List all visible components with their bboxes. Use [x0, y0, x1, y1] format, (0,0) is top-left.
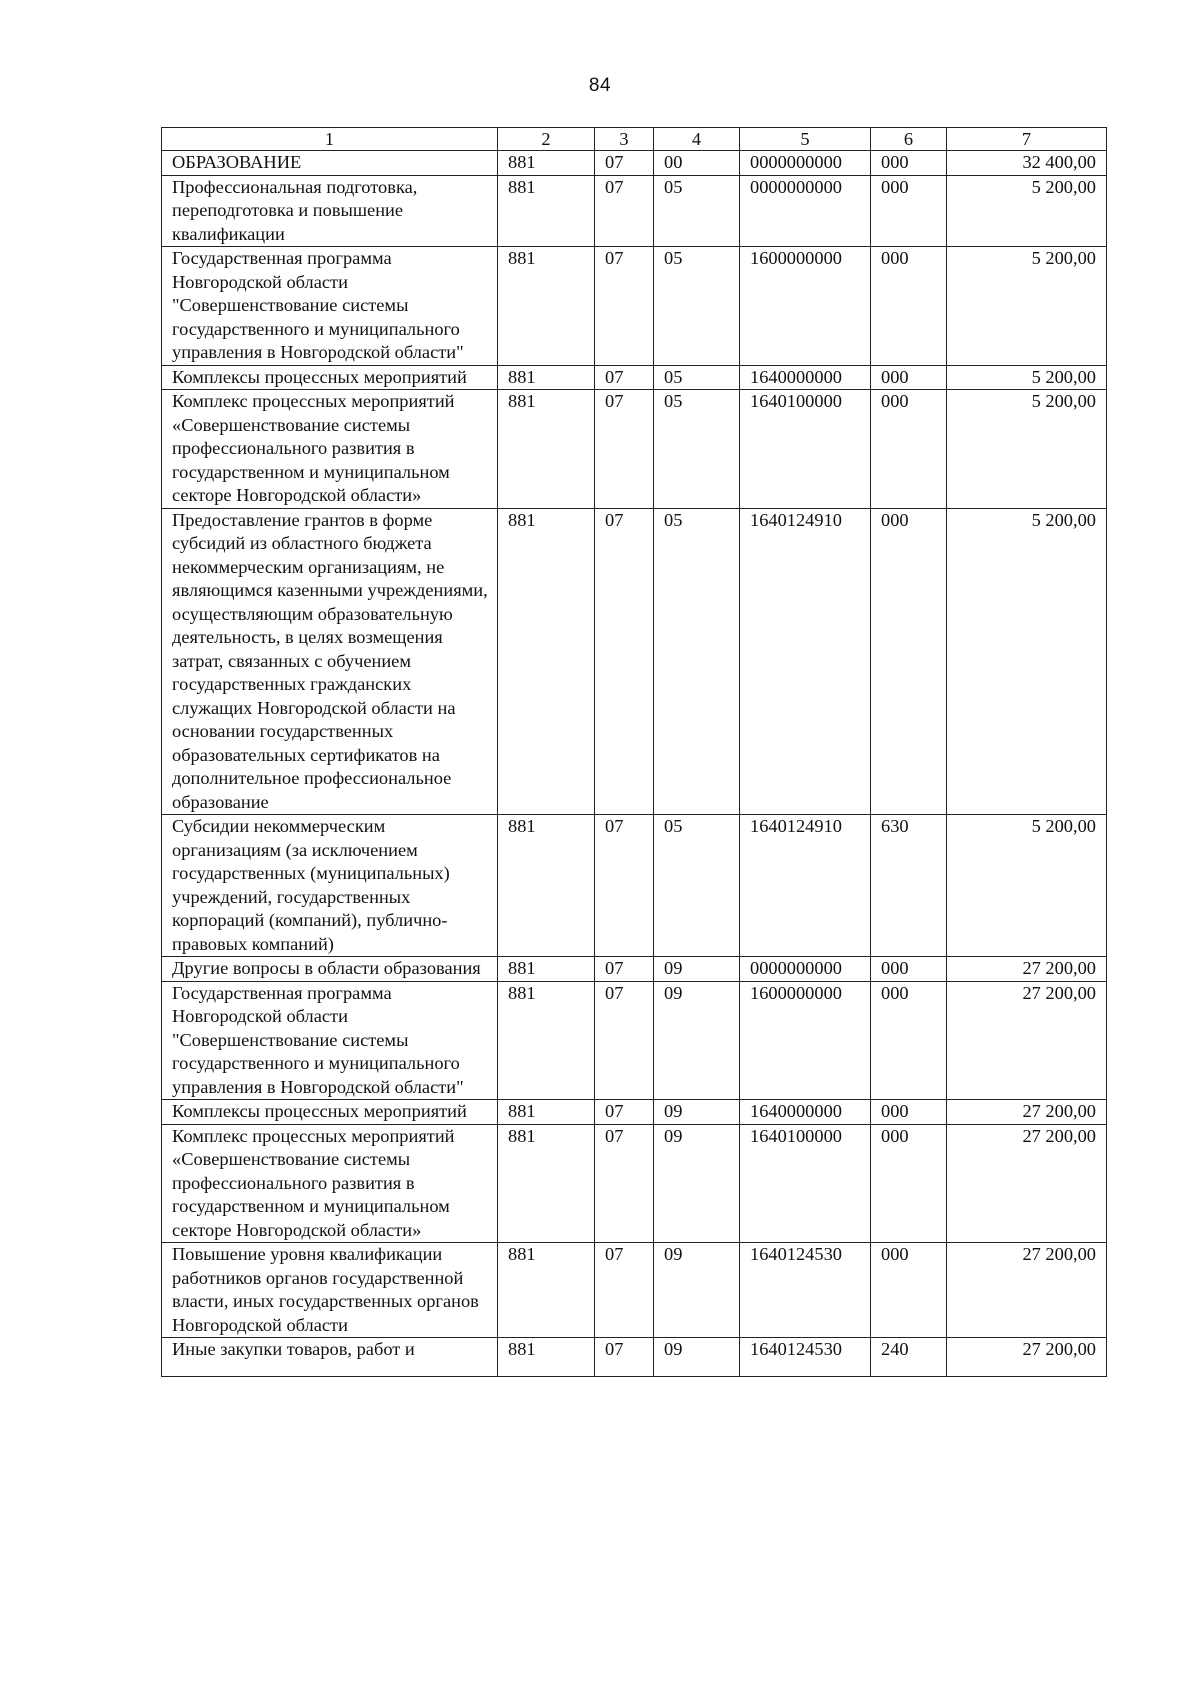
cell-expense-type: 000 — [871, 151, 947, 176]
column-header: 5 — [740, 128, 871, 151]
cell-expense-type: 630 — [871, 815, 947, 957]
row-name: ОБРАЗОВАНИЕ — [162, 151, 498, 176]
cell-code: 881 — [498, 1100, 595, 1125]
column-header: 2 — [498, 128, 595, 151]
page-number: 84 — [588, 75, 612, 96]
cell-target-article: 0000000000 — [740, 151, 871, 176]
cell-subsection: 05 — [654, 508, 740, 815]
cell-amount: 5 200,00 — [947, 175, 1107, 247]
column-header: 1 — [162, 128, 498, 151]
cell-section: 07 — [595, 1243, 654, 1338]
cell-code: 881 — [498, 151, 595, 176]
table-header-row — [162, 128, 1107, 151]
cell-subsection: 05 — [654, 247, 740, 366]
cell-code: 881 — [498, 175, 595, 247]
cell-expense-type: 000 — [871, 1124, 947, 1243]
cell-subsection: 00 — [654, 151, 740, 176]
cell-section: 07 — [595, 957, 654, 982]
cell-amount: 27 200,00 — [947, 957, 1107, 982]
table-row — [162, 151, 1107, 176]
cell-code: 881 — [498, 1243, 595, 1338]
cell-subsection: 09 — [654, 981, 740, 1100]
cell-target-article: 1600000000 — [740, 247, 871, 366]
cell-target-article: 1640000000 — [740, 1100, 871, 1125]
row-name: Повышение уровня квалификации работников органов государственной власти, иных государственных органов Новгородской области — [162, 1243, 498, 1338]
cell-subsection: 09 — [654, 1100, 740, 1125]
cell-target-article: 1640124910 — [740, 815, 871, 957]
cell-expense-type: 000 — [871, 1100, 947, 1125]
row-name: Комплексы процессных мероприятий — [162, 365, 498, 390]
cell-section: 07 — [595, 365, 654, 390]
cell-target-article: 0000000000 — [740, 957, 871, 982]
row-name: Комплекс процессных мероприятий «Совершенствование системы профессионального развития в государственном и муниципальном секторе Новгородской области» — [162, 1124, 498, 1243]
cell-target-article: 0000000000 — [740, 175, 871, 247]
cell-expense-type: 000 — [871, 1243, 947, 1338]
table-row — [162, 247, 1107, 366]
cell-amount: 27 200,00 — [947, 1100, 1107, 1125]
cell-section: 07 — [595, 508, 654, 815]
cell-code: 881 — [498, 957, 595, 982]
row-name: Субсидии некоммерческим организациям (за исключением государственных (муниципальных) учреждений, государственных корпораций (компаний), публично-правовых компаний) — [162, 815, 498, 957]
row-name: Комплексы процессных мероприятий — [162, 1100, 498, 1125]
row-name: Другие вопросы в области образования — [162, 957, 498, 982]
cell-amount: 27 200,00 — [947, 1124, 1107, 1243]
table-row — [162, 1100, 1107, 1125]
cell-amount: 5 200,00 — [947, 365, 1107, 390]
cell-code: 881 — [498, 1338, 595, 1377]
table-row — [162, 981, 1107, 1100]
table-row — [162, 1124, 1107, 1243]
cell-target-article: 1640100000 — [740, 1124, 871, 1243]
row-name: Государственная программа Новгородской области "Совершенствование системы государственного и муниципального управления в Новгородской области" — [162, 981, 498, 1100]
table-row — [162, 815, 1107, 957]
cell-target-article: 1640100000 — [740, 390, 871, 509]
cell-expense-type: 000 — [871, 957, 947, 982]
table-row — [162, 1338, 1107, 1377]
cell-subsection: 09 — [654, 957, 740, 982]
cell-subsection: 05 — [654, 390, 740, 509]
row-name: Профессиональная подготовка, переподготовка и повышение квалификации — [162, 175, 498, 247]
cell-expense-type: 000 — [871, 508, 947, 815]
table-row — [162, 365, 1107, 390]
cell-section: 07 — [595, 390, 654, 509]
cell-subsection: 05 — [654, 815, 740, 957]
cell-code: 881 — [498, 815, 595, 957]
column-header: 7 — [947, 128, 1107, 151]
cell-amount: 5 200,00 — [947, 508, 1107, 815]
cell-subsection: 09 — [654, 1243, 740, 1338]
cell-expense-type: 000 — [871, 390, 947, 509]
cell-expense-type: 000 — [871, 981, 947, 1100]
table-row — [162, 390, 1107, 509]
budget-table — [161, 127, 1107, 1377]
cell-code: 881 — [498, 247, 595, 366]
table-row — [162, 175, 1107, 247]
table-row — [162, 957, 1107, 982]
cell-section: 07 — [595, 1124, 654, 1243]
cell-amount: 27 200,00 — [947, 1243, 1107, 1338]
cell-expense-type: 000 — [871, 365, 947, 390]
cell-section: 07 — [595, 1338, 654, 1377]
cell-target-article: 1640124530 — [740, 1338, 871, 1377]
cell-code: 881 — [498, 365, 595, 390]
row-name: Государственная программа Новгородской области "Совершенствование системы государственного и муниципального управления в Новгородской области" — [162, 247, 498, 366]
cell-subsection: 09 — [654, 1338, 740, 1377]
cell-section: 07 — [595, 247, 654, 366]
cell-amount: 32 400,00 — [947, 151, 1107, 176]
cell-section: 07 — [595, 815, 654, 957]
cell-amount: 5 200,00 — [947, 390, 1107, 509]
cell-target-article: 1600000000 — [740, 981, 871, 1100]
cell-expense-type: 000 — [871, 247, 947, 366]
cell-subsection: 05 — [654, 175, 740, 247]
cell-amount: 5 200,00 — [947, 815, 1107, 957]
cell-target-article: 1640000000 — [740, 365, 871, 390]
row-name: Комплекс процессных мероприятий «Совершенствование системы профессионального развития в государственном и муниципальном секторе Новгородской области» — [162, 390, 498, 509]
cell-section: 07 — [595, 151, 654, 176]
table-row — [162, 508, 1107, 815]
cell-section: 07 — [595, 1100, 654, 1125]
cell-section: 07 — [595, 981, 654, 1100]
cell-code: 881 — [498, 1124, 595, 1243]
cell-code: 881 — [498, 508, 595, 815]
row-name: Предоставление грантов в форме субсидий из областного бюджета некоммерческим организациям, не являющимся казенными учреждениями, осуществляющим образовательную деятельность, в целях возмещения затрат, связанных с обучением государственных гражданских служащих Новгородской области на основании государственных образовательных сертификатов на дополнительное профессиональное образование — [162, 508, 498, 815]
cell-subsection: 05 — [654, 365, 740, 390]
column-header: 3 — [595, 128, 654, 151]
cell-expense-type: 240 — [871, 1338, 947, 1377]
cell-target-article: 1640124530 — [740, 1243, 871, 1338]
cell-code: 881 — [498, 981, 595, 1100]
column-header: 6 — [871, 128, 947, 151]
row-name: Иные закупки товаров, работ и — [162, 1338, 498, 1377]
cell-amount: 27 200,00 — [947, 981, 1107, 1100]
table-row — [162, 1243, 1107, 1338]
cell-subsection: 09 — [654, 1124, 740, 1243]
cell-code: 881 — [498, 390, 595, 509]
cell-target-article: 1640124910 — [740, 508, 871, 815]
column-header: 4 — [654, 128, 740, 151]
cell-section: 07 — [595, 175, 654, 247]
cell-expense-type: 000 — [871, 175, 947, 247]
cell-amount: 27 200,00 — [947, 1338, 1107, 1377]
cell-amount: 5 200,00 — [947, 247, 1107, 366]
